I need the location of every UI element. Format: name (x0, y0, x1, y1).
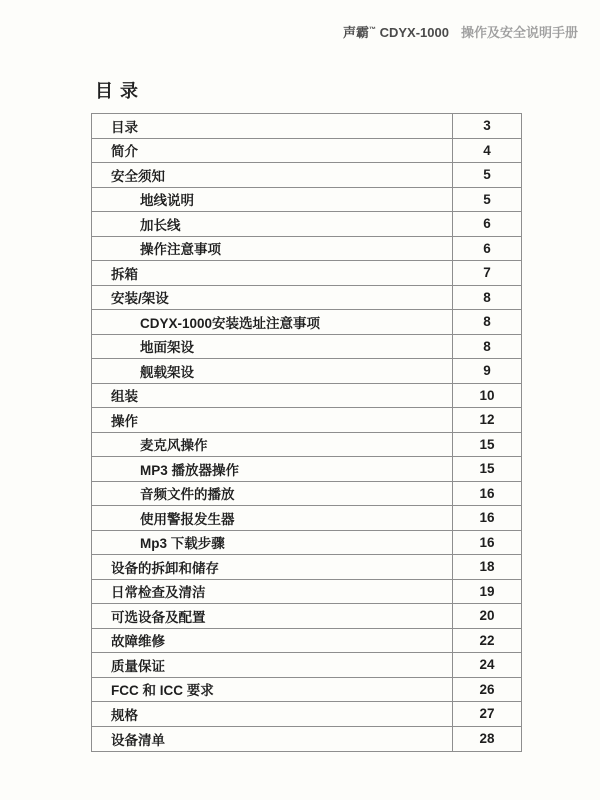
toc-entry-page-number: 15 (479, 436, 495, 452)
toc-entry-page-number: 24 (479, 657, 495, 673)
toc-row (92, 188, 521, 213)
toc-entry-page-number: 9 (483, 363, 491, 379)
toc-entry-page-number: 27 (479, 706, 495, 722)
toc-entry-label: Mp3 下载步骤 (92, 531, 453, 555)
toc-row (92, 678, 521, 703)
toc-entry-page-number: 16 (479, 534, 495, 550)
toc-entry-label: 音频文件的播放 (92, 482, 453, 506)
toc-entry-label: 安全须知 (92, 163, 453, 187)
toc-row (92, 212, 521, 237)
toc-entry-page-number: 20 (479, 608, 495, 624)
toc-row (92, 237, 521, 262)
page-header (329, 7, 578, 56)
toc-row (92, 482, 521, 507)
toc-entry-page-number: 3 (483, 118, 491, 134)
toc-entry-label: 故障维修 (92, 629, 453, 653)
toc-entry-label: 质量保证 (92, 653, 453, 677)
toc-row (92, 359, 521, 384)
toc-entry-page-number: 8 (483, 289, 491, 305)
toc-row (92, 531, 521, 556)
toc-entry-page-number: 18 (479, 559, 495, 575)
page-title: 目 录 (95, 81, 140, 101)
toc-row (92, 727, 521, 752)
toc-row (92, 139, 521, 164)
toc-entry-label: MP3 播放器操作 (92, 457, 453, 481)
toc-row (92, 408, 521, 433)
toc-entry-page-number: 15 (479, 461, 495, 477)
model-number: CDYX-1000 (376, 25, 449, 40)
brand-name: 声霸 (342, 25, 369, 40)
toc-row (92, 555, 521, 580)
toc-row (92, 433, 521, 458)
toc-row (92, 653, 521, 678)
toc-entry-label: CDYX-1000安装选址注意事项 (92, 310, 453, 334)
toc-entry-label: 规格 (92, 702, 453, 726)
toc-row (92, 310, 521, 335)
trademark-symbol: ™ (369, 26, 376, 34)
toc-entry-label: 设备的拆卸和储存 (92, 555, 453, 579)
toc-entry-label: 地面架设 (92, 335, 453, 359)
toc-row (92, 629, 521, 654)
toc-entry-page-number: 19 (479, 583, 495, 599)
toc-entry-page-number: 22 (479, 632, 495, 648)
toc-entry-label: 麦克风操作 (92, 433, 453, 457)
toc-entry-page-number: 6 (483, 240, 491, 256)
toc-entry-label: 简介 (92, 139, 453, 163)
toc-entry-page-number: 16 (479, 485, 495, 501)
toc-row (92, 457, 521, 482)
toc-entry-page-number: 8 (483, 314, 491, 330)
toc-entry-label: 操作 (92, 408, 453, 432)
toc-row (92, 114, 521, 139)
toc-row (92, 506, 521, 531)
toc-entry-label: 设备清单 (92, 727, 453, 752)
toc-entry-label: 可选设备及配置 (92, 604, 453, 628)
toc-row (92, 702, 521, 727)
toc-entry-page-number: 28 (479, 731, 495, 747)
toc-entry-label: 日常检查及清洁 (92, 580, 453, 604)
toc-entry-label: 操作注意事项 (92, 237, 453, 261)
toc-entry-label: 地线说明 (92, 188, 453, 212)
toc-entry-label: 舰载架设 (92, 359, 453, 383)
toc-entry-label: 拆箱 (92, 261, 453, 285)
toc-entry-label: 目录 (92, 114, 453, 138)
toc-entry-page-number: 16 (479, 510, 495, 526)
toc-row (92, 384, 521, 409)
toc-entry-page-number: 7 (483, 265, 491, 281)
toc-entry-page-number: 10 (479, 387, 495, 403)
toc-table (91, 113, 522, 752)
toc-row (92, 580, 521, 605)
toc-entry-label: 安装/架设 (92, 286, 453, 310)
toc-entry-label: 加长线 (92, 212, 453, 236)
toc-row (92, 335, 521, 360)
toc-entry-page-number: 8 (483, 338, 491, 354)
toc-entry-page-number: 6 (483, 216, 491, 232)
toc-row (92, 261, 521, 286)
toc-entry-page-number: 4 (483, 142, 491, 158)
manual-subtitle: 操作及安全说明手册 (460, 25, 578, 40)
toc-row (92, 286, 521, 311)
toc-row (92, 163, 521, 188)
toc-row (92, 604, 521, 629)
toc-entry-label: FCC 和 ICC 要求 (92, 678, 453, 702)
toc-entry-page-number: 5 (483, 191, 491, 207)
toc-entry-label: 使用警报发生器 (92, 506, 453, 530)
toc-entry-page-number: 26 (479, 681, 495, 697)
toc-entry-page-number: 12 (479, 412, 495, 428)
toc-entry-label: 组装 (92, 384, 453, 408)
toc-entry-page-number: 5 (483, 167, 491, 183)
